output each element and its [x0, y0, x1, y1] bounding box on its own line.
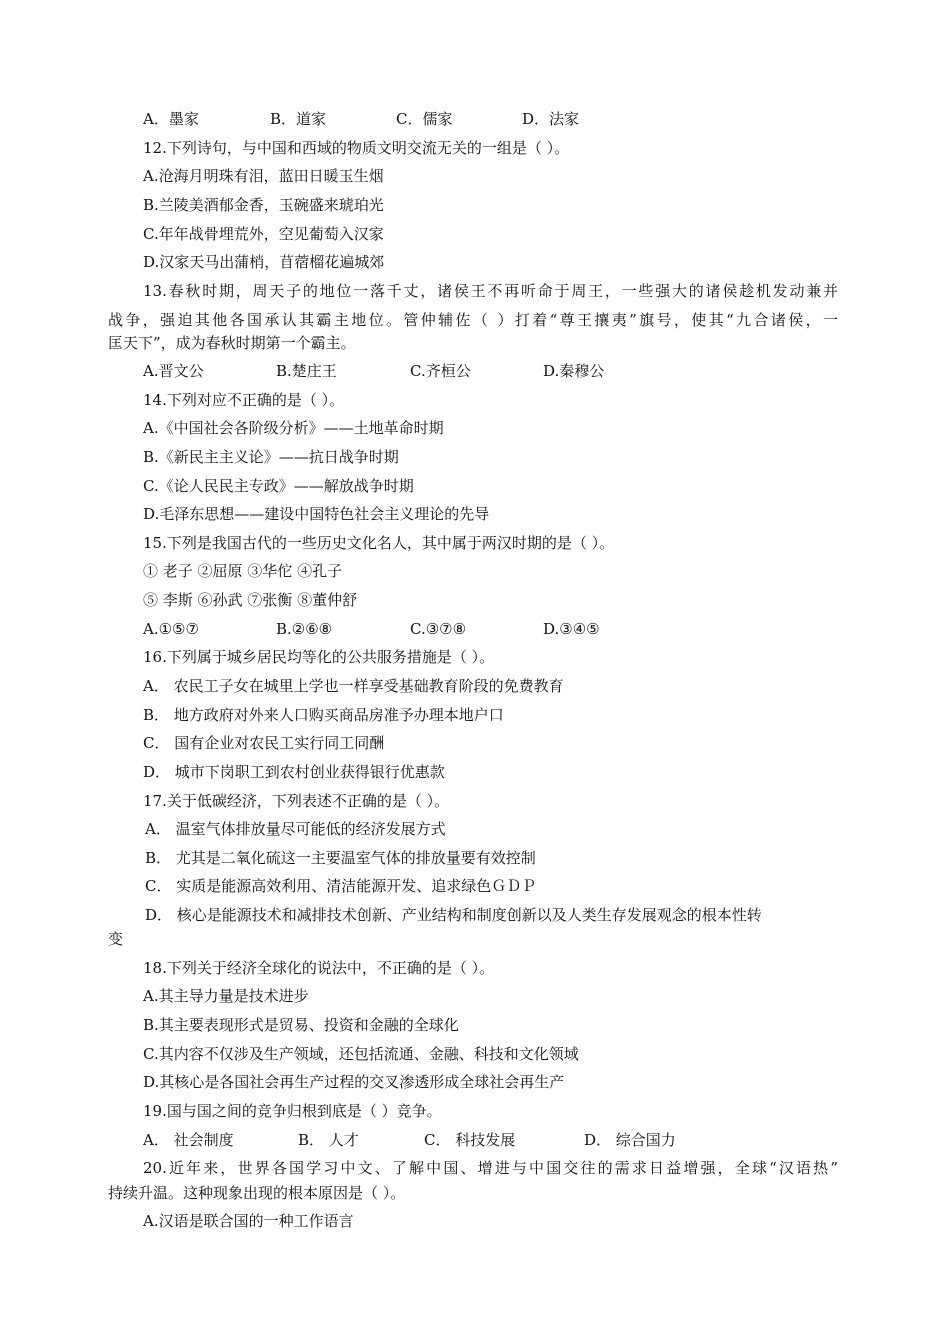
q18-question: 18.下列关于经济全球化的说法中，不正确的是（ ）。: [143, 959, 495, 977]
q14-option-d: D.毛泽东思想——建设中国特色社会主义理论的先导: [143, 505, 490, 523]
q19-option-a: A． 社会制度: [143, 1131, 234, 1149]
q16-option-a: A． 农民工子女在城里上学也一样享受基础教育阶段的免费教育: [143, 677, 564, 695]
q13-question-line-1: 13.春秋时期，周天子的地位一落千丈，诸侯王不再听命于周王，一些强大的诸侯趁机发动兼并: [143, 282, 838, 300]
q11-option-b: B．道家: [270, 110, 327, 128]
q13-question-line-2: 战争，强迫其他各国承认其霸主地位。管仲辅佐（ ）打着“尊王攘夷”旗号，使其“九合诸侯，一: [108, 311, 838, 329]
q15-option-a: A.①⑤⑦: [143, 620, 199, 638]
q11-option-a: A．墨家: [143, 110, 199, 128]
q16-option-d: D． 城市下岗职工到农村创业获得银行优惠款: [143, 763, 445, 781]
q11-option-d: D．法家: [522, 110, 580, 128]
q15-names-row-1: ① 老子 ②屈原 ③华佗 ④孔子: [143, 562, 343, 580]
q20-question-line-2: 持续升温。这种现象出现的根本原因是（ ）。: [108, 1184, 406, 1202]
q17-option-a: A． 温室气体排放量尽可能低的经济发展方式: [145, 820, 446, 838]
q13-question-line-3: 匡天下”，成为春秋时期第一个霸主。: [108, 334, 356, 352]
q13-option-d: D.秦穆公: [543, 362, 605, 380]
q15-option-d: D.③④⑤: [543, 620, 600, 638]
q17-question: 17.关于低碳经济，下列表述不正确的是（ ）。: [143, 792, 450, 810]
q17-option-b: B． 尤其是二氧化硫这一主要温室气体的排放量要有效控制: [145, 849, 536, 867]
q11-option-c: C．儒家: [396, 110, 453, 128]
q15-question: 15.下列是我国古代的一些历史文化名人，其中属于两汉时期的是（ ）。: [143, 534, 615, 552]
q12-option-c: C.年年战骨埋荒外，空见葡萄入汉家: [143, 225, 384, 243]
q18-option-c: C.其内容不仅涉及生产领域，还包括流通、金融、科技和文化领域: [143, 1045, 579, 1063]
q19-option-c: C． 科技发展: [424, 1131, 516, 1149]
q12-option-d: D.汉家天马出蒲梢，苜蓿榴花遍城郊: [143, 253, 385, 271]
q12-option-a: A.沧海月明珠有泪，蓝田日暖玉生烟: [143, 167, 384, 185]
q14-option-c: C.《论人民民主专政》——解放战争时期: [143, 477, 414, 495]
q16-option-b: B． 地方政府对外来人口购买商品房准予办理本地户口: [143, 706, 504, 724]
q16-question: 16.下列属于城乡居民均等化的公共服务措施是（ ）。: [143, 648, 495, 666]
q15-names-row-2: ⑤ 李斯 ⑥孙武 ⑦张衡 ⑧董仲舒: [143, 591, 358, 609]
q20-option-a: A.汉语是联合国的一种工作语言: [143, 1212, 354, 1230]
q13-option-a: A.晋文公: [143, 362, 204, 380]
q14-option-a: A.《中国社会各阶级分析》——土地革命时期: [143, 419, 444, 437]
q15-option-c: C.③⑦⑧: [410, 620, 467, 638]
q20-question-line-1: 20.近年来，世界各国学习中文、了解中国、增进与中国交往的需求日益增强，全球“汉语热”: [143, 1159, 838, 1177]
q17-option-d: D． 核心是能源技术和减排技术创新、产业结构和制度创新以及人类生存发展观念的根本性转: [145, 906, 762, 924]
q19-option-b: B． 人才: [298, 1131, 359, 1149]
q14-option-b: B.《新民主主义论》——抗日战争时期: [143, 448, 399, 466]
q12-question: 12.下列诗句，与中国和西域的物质文明交流无关的一组是（ ）。: [143, 139, 570, 157]
q17-option-d-continuation: 变: [108, 930, 124, 948]
q19-question: 19.国与国之间的竞争归根到底是（ ）竞争。: [143, 1102, 442, 1120]
q16-option-c: C． 国有企业对农民工实行同工同酬: [143, 734, 385, 752]
q14-question: 14.下列对应不正确的是（ ）。: [143, 391, 345, 409]
q15-option-b: B.②⑥⑧: [276, 620, 333, 638]
q19-option-d: D． 综合国力: [584, 1131, 676, 1149]
q17-option-c: C． 实质是能源高效利用、清洁能源开发、追求绿色ＧＤＰ: [145, 877, 537, 895]
q18-option-b: B.其主要表现形式是贸易、投资和金融的全球化: [143, 1016, 459, 1034]
q13-option-b: B.楚庄王: [276, 362, 337, 380]
q18-option-d: D.其核心是各国社会再生产过程的交叉渗透形成全球社会再生产: [143, 1073, 565, 1091]
q18-option-a: A.其主导力量是技术进步: [143, 987, 309, 1005]
q13-option-c: C.齐桓公: [410, 362, 471, 380]
q12-option-b: B.兰陵美酒郁金香，玉碗盛来琥珀光: [143, 196, 384, 214]
